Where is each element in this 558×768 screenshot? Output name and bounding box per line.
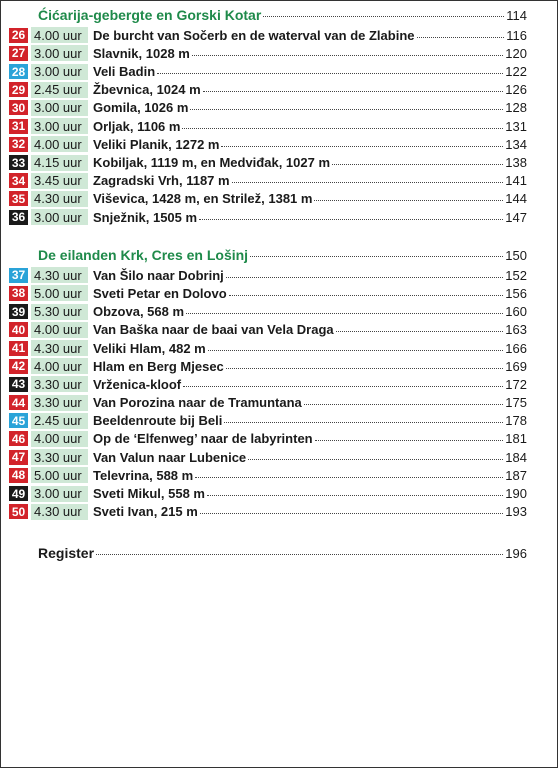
route-number-badge: 45 <box>9 413 28 428</box>
leader-dots <box>315 440 504 441</box>
route-number-badge: 49 <box>9 486 28 501</box>
route-name: Van Baška naar de baai van Vela Draga <box>93 322 334 338</box>
leader-dots <box>190 109 503 110</box>
route-title-line <box>93 64 527 79</box>
route-entry[interactable] <box>9 466 527 484</box>
route-title-line <box>93 450 527 465</box>
route-duration: 5.00 uur <box>31 285 88 301</box>
section-heading[interactable] <box>38 7 527 26</box>
leader-dots <box>336 331 504 332</box>
leader-dots <box>229 295 504 296</box>
route-name: Viševica, 1428 m, en Strilež, 1381 m <box>93 191 313 207</box>
route-number-badge: 40 <box>9 322 28 337</box>
route-entry[interactable] <box>9 448 527 466</box>
route-page-number: 184 <box>505 449 527 465</box>
route-name: Snježnik, 1505 m <box>93 209 198 225</box>
route-title-line <box>93 28 527 43</box>
route-name: Kobiljak, 1119 m, en Medviđak, 1027 m <box>93 155 331 170</box>
leader-dots <box>248 459 503 460</box>
route-number-badge: 29 <box>9 82 28 97</box>
route-entry[interactable] <box>9 154 527 172</box>
route-name: Vrženica-kloof <box>93 376 182 392</box>
route-name: Sveti Ivan, 215 m <box>93 504 198 520</box>
route-number-badge: 47 <box>9 450 28 465</box>
route-duration: 3.00 uur <box>31 64 88 80</box>
leader-dots <box>263 16 504 17</box>
route-duration: 3.00 uur <box>31 486 88 502</box>
leader-dots <box>332 164 503 165</box>
leader-dots <box>199 219 503 220</box>
section-spacer <box>9 226 527 247</box>
route-page-number: 134 <box>505 136 527 152</box>
route-page-number: 193 <box>505 504 527 520</box>
route-number-badge: 31 <box>9 119 28 134</box>
route-name: Sveti Petar en Dolovo <box>93 285 227 301</box>
route-name: Gomila, 1026 m <box>93 100 189 116</box>
route-page-number: 166 <box>505 340 527 356</box>
route-entry[interactable] <box>9 266 527 284</box>
route-title-line <box>93 413 527 428</box>
route-page-number: 144 <box>505 191 527 207</box>
route-duration: 4.15 uur <box>31 155 88 171</box>
route-entry[interactable] <box>9 99 527 117</box>
route-title-line <box>93 46 527 61</box>
route-page-number: 116 <box>506 27 527 43</box>
route-page-number: 126 <box>505 82 527 98</box>
route-title-line <box>93 304 527 319</box>
leader-dots <box>208 350 504 351</box>
leader-dots <box>203 91 504 92</box>
route-duration: 3.00 uur <box>31 118 88 134</box>
route-title-line <box>93 155 527 170</box>
leader-dots <box>304 404 504 405</box>
section-title: Ćićarija-gebergte en Gorski Kotar <box>38 7 262 23</box>
route-title-line <box>93 431 527 446</box>
section-title: De eilanden Krk, Cres en Lošinj <box>38 247 249 264</box>
route-number-badge: 33 <box>9 155 28 170</box>
route-name: Van Šilo naar Dobrinj <box>93 267 224 283</box>
route-page-number: 163 <box>505 322 527 338</box>
route-entry[interactable] <box>9 135 527 153</box>
route-page-number: 178 <box>505 413 527 429</box>
leader-dots <box>207 495 503 496</box>
route-page-number: 147 <box>505 209 527 225</box>
route-entry[interactable] <box>9 375 527 393</box>
route-number-badge: 26 <box>9 28 28 43</box>
route-name: Van Valun naar Lubenice <box>93 449 247 465</box>
route-duration: 4.30 uur <box>31 340 88 356</box>
route-number-badge: 36 <box>9 210 28 225</box>
route-page-number: 187 <box>505 467 527 483</box>
leader-dots <box>250 256 503 257</box>
route-duration: 5.00 uur <box>31 467 88 483</box>
route-number-badge: 50 <box>9 504 28 519</box>
route-title-line <box>93 395 527 410</box>
route-entry[interactable] <box>9 339 527 357</box>
route-title-line <box>93 119 527 134</box>
route-entry[interactable] <box>9 208 527 226</box>
leader-dots <box>186 313 503 314</box>
route-number-badge: 34 <box>9 173 28 188</box>
route-page-number: 190 <box>505 486 527 501</box>
route-duration: 4.00 uur <box>31 358 88 374</box>
route-entry[interactable] <box>9 26 527 44</box>
route-entry[interactable] <box>9 63 527 81</box>
route-page-number: 156 <box>505 285 527 301</box>
route-number-badge: 30 <box>9 100 28 115</box>
register-entry[interactable] <box>38 545 527 561</box>
route-entry[interactable] <box>9 485 527 503</box>
route-number-badge: 43 <box>9 377 28 392</box>
route-duration: 2.45 uur <box>31 82 88 98</box>
route-page-number: 120 <box>505 45 527 61</box>
route-page-number: 141 <box>505 173 527 189</box>
leader-dots <box>200 513 504 514</box>
route-name: Van Porozina naar de Tramuntana <box>93 395 302 411</box>
route-entry[interactable] <box>9 117 527 135</box>
leader-dots <box>182 128 503 129</box>
route-name: Hlam en Berg Mjesec <box>93 358 224 374</box>
route-number-badge: 41 <box>9 341 28 356</box>
route-duration: 4.30 uur <box>31 267 88 283</box>
route-entry[interactable] <box>9 357 527 375</box>
register-page-number: 196 <box>505 545 527 561</box>
route-title-line <box>93 341 527 356</box>
route-duration: 5.30 uur <box>31 304 88 320</box>
leader-dots <box>183 386 503 387</box>
route-page-number: 138 <box>505 155 527 170</box>
route-entry[interactable] <box>9 394 527 412</box>
route-number-badge: 39 <box>9 304 28 319</box>
route-page-number: 172 <box>505 376 527 392</box>
route-number-badge: 42 <box>9 359 28 374</box>
route-title-line <box>93 377 527 392</box>
route-title-line <box>93 504 527 519</box>
route-entry[interactable] <box>9 172 527 190</box>
route-duration: 3.45 uur <box>31 173 88 189</box>
leader-dots <box>192 55 503 56</box>
route-number-badge: 32 <box>9 137 28 152</box>
route-name: Zagradski Vrh, 1187 m <box>93 173 230 189</box>
route-number-badge: 27 <box>9 46 28 61</box>
register-label: Register <box>38 544 95 561</box>
route-name: Orljak, 1106 m <box>93 118 181 134</box>
leader-dots <box>157 73 503 74</box>
route-duration: 4.30 uur <box>31 191 88 207</box>
route-entry[interactable] <box>9 503 527 521</box>
route-title-line <box>93 286 527 301</box>
route-page-number: 131 <box>505 118 527 134</box>
route-name: Beeldenroute bij Beli <box>93 413 223 429</box>
section-page-number: 114 <box>506 8 527 23</box>
route-number-badge: 35 <box>9 191 28 206</box>
route-page-number: 181 <box>505 431 527 447</box>
route-duration: 4.00 uur <box>31 431 88 447</box>
route-duration: 3.30 uur <box>31 376 88 392</box>
leader-dots <box>195 477 503 478</box>
route-page-number: 175 <box>505 395 527 411</box>
route-duration: 3.00 uur <box>31 100 88 116</box>
route-duration: 4.00 uur <box>31 136 88 152</box>
route-duration: 2.45 uur <box>31 413 88 429</box>
section-heading[interactable] <box>38 247 527 266</box>
route-title-line <box>93 137 527 152</box>
route-number-badge: 37 <box>9 268 28 283</box>
toc-content <box>9 7 527 561</box>
route-number-badge: 38 <box>9 286 28 301</box>
leader-dots <box>417 37 505 38</box>
route-title-line <box>93 191 527 206</box>
leader-dots <box>232 182 504 183</box>
route-entry[interactable] <box>9 81 527 99</box>
route-name: Televrina, 588 m <box>93 467 194 483</box>
route-name: Žbevnica, 1024 m <box>93 82 201 98</box>
route-name: Veliki Planik, 1272 m <box>93 136 220 152</box>
route-number-badge: 48 <box>9 468 28 483</box>
leader-dots <box>226 277 504 278</box>
route-duration: 3.30 uur <box>31 449 88 465</box>
route-number-badge: 44 <box>9 395 28 410</box>
route-duration: 4.00 uur <box>31 27 88 43</box>
route-page-number: 122 <box>505 64 527 80</box>
route-name: Veli Badin <box>93 64 156 80</box>
route-duration: 4.30 uur <box>31 504 88 520</box>
leader-dots <box>226 368 504 369</box>
route-duration: 3.00 uur <box>31 45 88 61</box>
route-title-line <box>93 468 527 483</box>
route-name: Sveti Mikul, 558 m <box>93 486 205 501</box>
route-title-line <box>93 82 527 97</box>
route-title-line <box>93 322 527 337</box>
leader-dots <box>221 146 503 147</box>
route-number-badge: 28 <box>9 64 28 79</box>
route-entry[interactable] <box>9 321 527 339</box>
route-page-number: 160 <box>505 304 527 320</box>
route-name: Slavnik, 1028 m <box>93 45 190 61</box>
route-name: Veliki Hlam, 482 m <box>93 340 206 356</box>
route-entry[interactable] <box>9 412 527 430</box>
route-title-line <box>93 359 527 374</box>
route-title-line <box>93 210 527 225</box>
leader-dots <box>96 554 503 555</box>
route-entry[interactable] <box>9 44 527 62</box>
route-title-line <box>93 486 527 501</box>
leader-dots <box>314 200 503 201</box>
route-name: Op de ‘Elfenweg’ naar de labyrinten <box>93 431 313 447</box>
route-page-number: 128 <box>505 100 527 116</box>
route-page-number: 152 <box>505 267 527 283</box>
route-entry[interactable] <box>9 190 527 208</box>
leader-dots <box>224 422 503 423</box>
route-name: De burcht van Sočerb en de waterval van de Zlabine <box>93 27 415 43</box>
route-entry[interactable] <box>9 303 527 321</box>
toc-sections <box>9 7 527 521</box>
route-number-badge: 46 <box>9 431 28 446</box>
route-title-line <box>93 100 527 115</box>
route-entry[interactable] <box>9 430 527 448</box>
route-name: Obzova, 568 m <box>93 304 185 320</box>
route-title-line <box>93 173 527 188</box>
route-duration: 3.00 uur <box>31 209 88 225</box>
route-page-number: 169 <box>505 358 527 374</box>
route-entry[interactable] <box>9 284 527 302</box>
route-duration: 4.00 uur <box>31 322 88 338</box>
section-page-number: 150 <box>505 248 527 264</box>
route-title-line <box>93 268 527 283</box>
route-duration: 3.30 uur <box>31 395 88 411</box>
